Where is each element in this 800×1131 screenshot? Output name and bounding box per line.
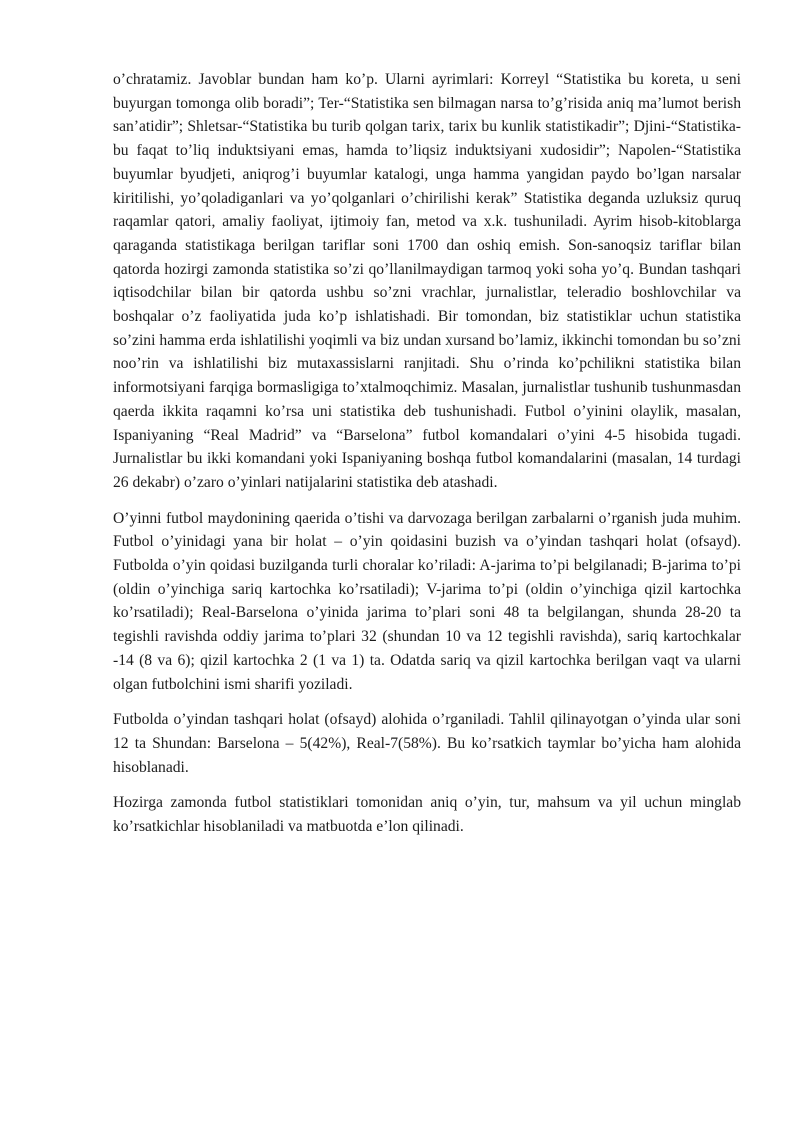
paragraph-football-fouls: O’yinni futbol maydonining qaerida o’tishi va darvozaga berilgan zarbalarni o’rganish juda muhim. Futbol o’yinidagi yana bir holat – o’yin qoidasini buzish va o’yindan tashqari holat (ofsayd). Futbolda o’yin qoidasi buzilganda turli choralar ko’riladi: A-jarima to’pi belgilanadi; B-jarima to’pi (oldin o’yinchiga sariq kartochka ko’rsatiladi); V-jarima to’pi (oldin o’yinchiga qizil kartochka ko’rsatiladi); Real-Barselona o’yinida jarima to’plari soni 48 ta belgilangan, shunda 28-20 ta tegishli ravishda oddiy jarima to’plari 32 (shundan 10 va 12 tegishli ravishda), sariq kartochkalar -14 (8 va 6); qizil kartochka 2 (1 va 1) ta. Odatda sariq va qizil kartochka berilgan vaqt va ularni olgan futbolchini ismi sharifi yoziladi. xyxy=(113,509,741,693)
paragraph-football-statistics: Hozirga zamonda futbol statistiklari tomonidan aniq o’yin, tur, mahsum va yil uchun minglab ko’rsatkichlar hisoblaniladi va matbuotda e’lon qilinadi. xyxy=(113,794,741,836)
document-page xyxy=(113,68,741,851)
paragraph-statistics-definitions: o’chratamiz. Javoblar bundan ham ko’p. Ularni ayrimlari: Korreyl “Statistika bu koreta, u seni buyurgan tomonga olib boradi”; Ter-“Statistika sen bilmagan narsa to’g’risida aniq ma’lumot berish san’atidir”; Shletsar-“Statistika bu turib qolgan tarix, tarix bu kunlik statistikadir”; Djini-“Statistika-bu faqat to’liq induktsiyani emas, hamda to’liqsiz induktsiyani xudosidir”; Napolen-“Statistika buyumlar byudjeti, aniqrog’i buyumlar katalogi, unga hamma yangidan paydo bo’lgan narsalar kiritilishi, yo’qoladiganlari va yo’qolganlari o’chirilishi kerak” Statistika deganda uzluksiz quruq raqamlar qatori, amaliy faoliyat, ijtimoiy fan, metod va x.k. tushuniladi. Ayrim hisob-kitoblarga qaraganda statistikaga berilgan tariflar soni 1700 dan oshiq emish. Son-sanoqsiz tariflar bilan qatorda hozirgi zamonda statistika so’zi qo’llanilmaydigan tarmoq yoki soha yo’q. Bundan tashqari iqtisodchilar bilan bir qatorda ushbu so’zni vrachlar, jurnalistlar, teleradio boshlovchilar va boshqalar o’z faoliyatida juda ko’p ishlatishadi. Bir tomondan, biz statistiklar uchun statistika so’zini hamma erda ishlatilishi yoqimli va biz undan xursand bo’lamiz, ikkinchi tomondan bu so’zni noo’rin va ishlatilishi biz mutaxassislarni ranjitadi. Shu o’rinda ko’pchilikni statistika bilan informotsiyani farqiga bormasligiga to’xtalmoqchimiz. Masalan, jurnalistlar tushunib tushunmasdan qaerda ikkita raqamni ko’rsa uni statistika deb tushunishadi. Futbol o’yinini olaylik, masalan, Ispaniyaning “Real Madrid” va “Barselona” futbol komandalari o’yini 4-5 hisobida tugadi. Jurnalistlar bu ikki komandani yoki Ispaniyaning boshqa futbol komandalarini (masalan, 14 turdagi 26 dekabr) o’zaro o’yinlari natijalarini statistika deb atashadi. xyxy=(113,71,741,491)
paragraph-offside: Futbolda o’yindan tashqari holat (ofsayd) alohida o’rganiladi. Tahlil qilinayotgan o’yinda ular soni 12 ta Shundan: Barselona – 5(42%), Real-7(58%). Bu ko’rsatkich taymlar bo’yicha ham alohida hisoblanadi. xyxy=(113,711,741,776)
